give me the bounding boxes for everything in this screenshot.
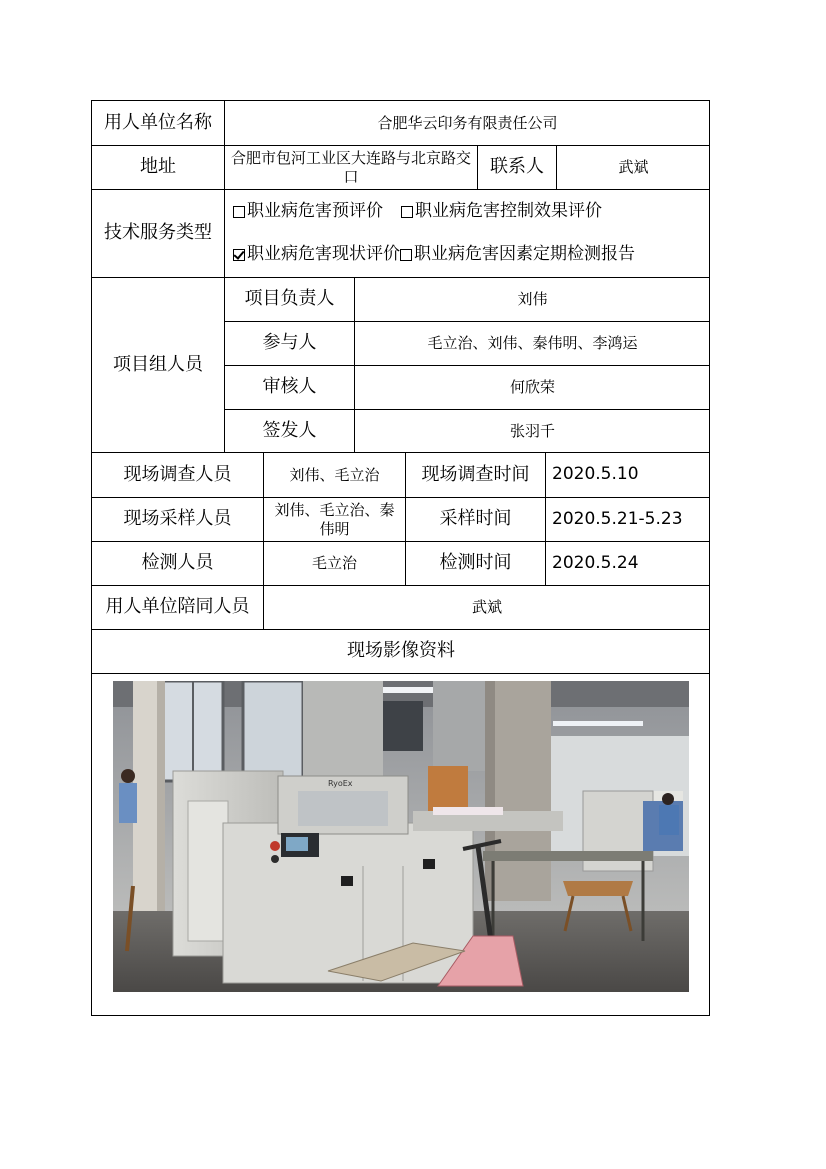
checked-checkbox-icon[interactable] <box>233 249 245 261</box>
survey-staff: 刘伟、毛立治 <box>264 453 406 498</box>
testing-staff-label: 检测人员 <box>92 542 264 586</box>
service-options-line-2 <box>233 233 710 276</box>
escort-value: 武斌 <box>264 586 710 630</box>
service-options-line-1 <box>233 190 710 233</box>
survey-time-label: 现场调查时间 <box>406 453 546 498</box>
machine-brand-label: RyoEx <box>328 779 353 788</box>
checkbox-icon[interactable] <box>401 206 413 218</box>
sampling-staff: 刘伟、毛立治、秦伟明 <box>264 498 406 542</box>
option-label: 职业病危害因素定期检测报告 <box>414 243 635 264</box>
team-names-issuer: 张羽千 <box>355 410 710 453</box>
team-role-reviewer: 审核人 <box>225 366 355 410</box>
factory-floor-photo <box>113 681 689 992</box>
survey-staff-label: 现场调查人员 <box>92 453 264 498</box>
option-pre-evaluation[interactable] <box>233 201 383 222</box>
employer-label: 用人单位名称 <box>92 101 225 146</box>
report-table <box>91 100 710 1016</box>
team-role-issuer: 签发人 <box>225 410 355 453</box>
option-periodic-testing-report[interactable] <box>400 244 635 265</box>
team-role-lead: 项目负责人 <box>225 278 355 322</box>
service-type-options <box>225 190 710 278</box>
testing-time: 2020.5.24 <box>546 542 710 586</box>
escort-label: 用人单位陪同人员 <box>92 586 264 630</box>
sampling-time: 2020.5.21-5.23 <box>546 498 710 542</box>
team-names-lead: 刘伟 <box>355 278 710 322</box>
address-label: 地址 <box>92 146 225 190</box>
option-status-evaluation[interactable] <box>233 244 400 265</box>
testing-time-label: 检测时间 <box>406 542 546 586</box>
team-names-reviewer: 何欣荣 <box>355 366 710 410</box>
site-photos-heading: 现场影像资料 <box>92 630 710 674</box>
option-label: 职业病危害现状评价 <box>247 243 400 264</box>
address-value: 合肥市包河工业区大连路与北京路交口 <box>225 146 478 190</box>
testing-staff: 毛立治 <box>264 542 406 586</box>
employer-name: 合肥华云印务有限责任公司 <box>225 101 710 146</box>
sampling-staff-label: 现场采样人员 <box>92 498 264 542</box>
option-label: 职业病危害预评价 <box>247 200 383 221</box>
contact-label: 联系人 <box>478 146 557 190</box>
team-role-participants: 参与人 <box>225 322 355 366</box>
checkbox-icon[interactable] <box>400 249 412 261</box>
team-names-participants: 毛立治、刘伟、秦伟明、李鸿运 <box>355 322 710 366</box>
checkbox-icon[interactable] <box>233 206 245 218</box>
option-label: 职业病危害控制效果评价 <box>415 200 602 221</box>
sampling-time-label: 采样时间 <box>406 498 546 542</box>
survey-time: 2020.5.10 <box>546 453 710 498</box>
site-photo <box>113 681 689 992</box>
contact-value: 武斌 <box>557 146 710 190</box>
option-control-effect-evaluation[interactable] <box>401 201 602 222</box>
service-type-label: 技术服务类型 <box>92 190 225 278</box>
team-label: 项目组人员 <box>92 278 225 453</box>
